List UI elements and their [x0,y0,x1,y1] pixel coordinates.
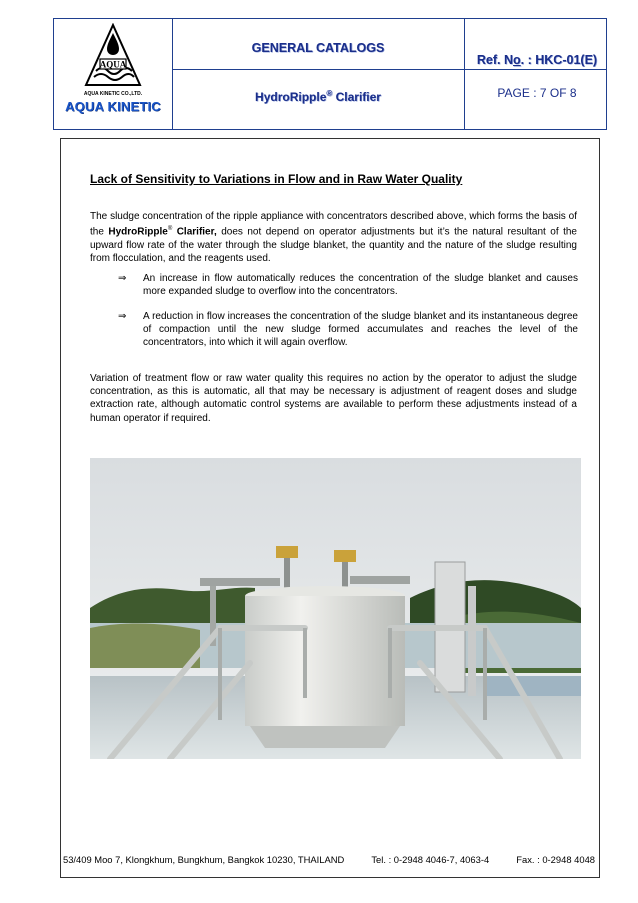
bullet-text: A reduction in flow increases the concentration of the sludge blanket and its instantaneous degree of compaction until the new sludge formed accumulates and reaches the level of the concentrators, into which it will again overflow. [143,311,578,349]
clarifier-photo [90,458,581,759]
intro-bold-clarifier: Clarifier, [172,226,217,238]
intro-registered-mark: ® [167,226,173,233]
arrow-icon: ⇒ [118,311,127,322]
intro-bold-product: HydroRipple [108,226,168,238]
footer-fax: Fax. : 0-2948 4048 [516,854,595,865]
product-title [174,89,462,104]
bullet-item [118,310,578,350]
header-divider [172,19,173,129]
intro-text-2: does not depend on operator adjustments but it’s the natural resultant of the upward flow rate of the water through the sludge blanket, the quantity and the nature of the sludge resulting from flocculation, and the reagents used. [90,226,577,264]
company-logo [54,19,172,129]
footer-address: 53/409 Moo 7, Klongkhum, Bungkhum, Bangkok 10230, THAILAND [63,854,345,865]
header-divider [172,69,606,70]
footer [63,854,595,865]
variation-paragraph: Variation of treatment flow or raw water quality this requires no action by the operator to adjust the sludge concentration, as this is automatic, all that may be necessary is adjustment of reagent doses and sludge extraction rate, although automatic control systems are available to perform these adjustments instead of a human operator if required. [90,373,577,424]
product-suffix: Clarifier [332,90,381,104]
svg-text:AQUA: AQUA [99,59,127,70]
ref-o: o [513,53,521,67]
ref-prefix: Ref. N [476,53,514,67]
clarifier-photo-image [90,458,581,759]
ref-value: . : HKC-01(E) [520,53,598,67]
bullet-text: An increase in flow automatically reduces the concentration of the sludge blanket and causes more expanded sludge to overflow into the concentrators. [143,273,578,298]
header-divider [464,19,465,129]
reference-number [466,53,608,67]
header-box [53,18,607,130]
registered-mark: ® [326,89,333,98]
intro-paragraph [90,210,577,265]
aqua-kinetic-logo-icon [82,23,144,91]
section-title: Lack of Sensitivity to Variations in Flow and in Raw Water Quality [90,172,463,186]
catalog-title: GENERAL CATALOGS [251,41,385,55]
page-indicator: PAGE : 7 OF 8 [497,86,577,100]
company-name: AQUA KINETIC [65,99,161,114]
bullet-item [118,272,578,298]
arrow-icon: ⇒ [118,273,127,284]
intro-text-1: The sludge concentration of the ripple appliance with concentrators described above, which forms the basis of the [90,211,577,238]
product-name: HydroRipple [255,90,327,104]
logo-subtitle: AQUA KINETIC CO.,LTD. [83,91,143,97]
footer-tel: Tel. : 0-2948 4046-7, 4063-4 [371,854,490,865]
